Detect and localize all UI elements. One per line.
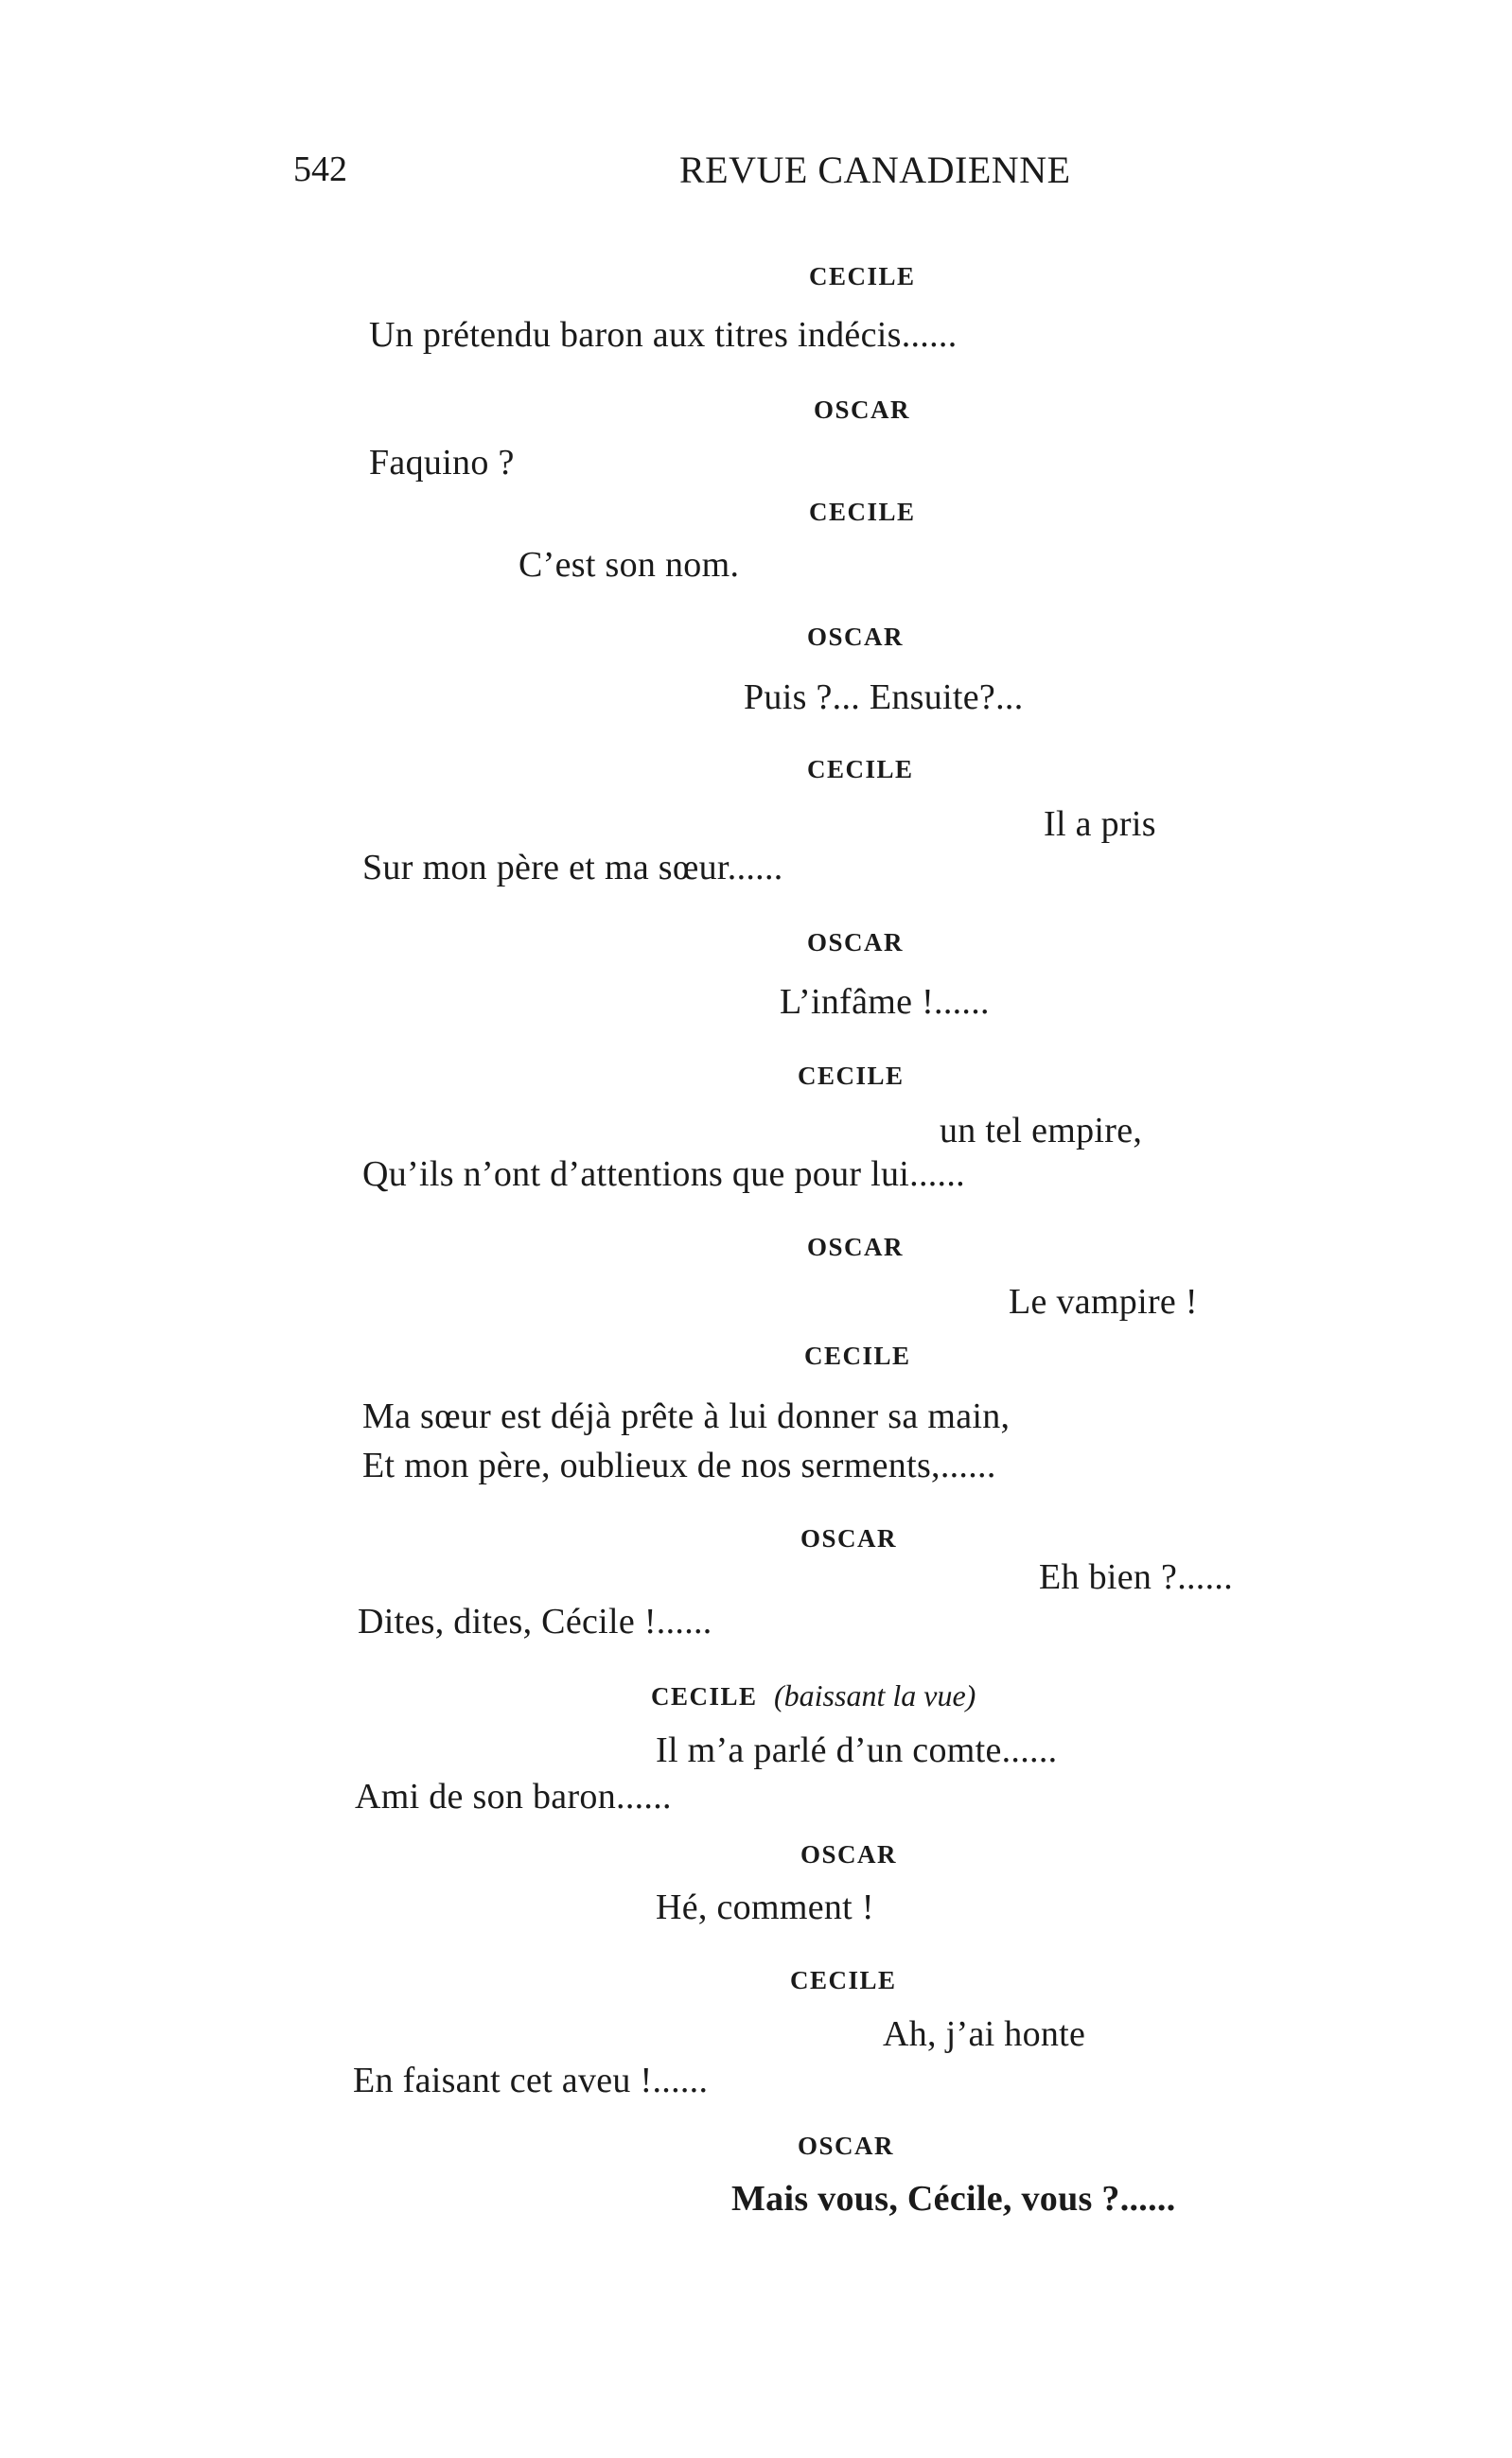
speaker-label: CECILE: [804, 1342, 911, 1370]
speaker-label: OSCAR: [807, 928, 905, 957]
speaker-label: CECILE: [809, 262, 916, 290]
verse-line: Ma sœur est déjà prête à lui donner sa main,: [362, 1396, 1011, 1436]
verse-line: L’infâme !......: [780, 982, 990, 1022]
speaker-label: CECILE: [807, 755, 914, 783]
running-title: REVUE CANADIENNE: [679, 149, 1071, 191]
verse-line: Le vampire !: [1009, 1282, 1198, 1322]
verse-line: Hé, comment !: [656, 1887, 874, 1927]
speaker-label: OSCAR: [807, 623, 905, 651]
verse-line: C’est son nom.: [519, 545, 740, 585]
speaker-label: CECILE: [790, 1966, 897, 1994]
verse-line: Faquino ?: [369, 443, 515, 483]
verse-line: un tel empire,: [940, 1111, 1143, 1150]
verse-line: Puis ?... Ensuite?...: [744, 677, 1024, 717]
speaker-label: OSCAR: [814, 395, 911, 424]
speaker-label: CECILE: [809, 498, 916, 526]
verse-line: Sur mon père et ma sœur......: [362, 848, 783, 887]
verse-line: Dites, dites, Cécile !......: [358, 1602, 712, 1642]
verse-line: Eh bien ?......: [1039, 1557, 1234, 1597]
speaker-label: OSCAR: [800, 1840, 898, 1869]
verse-line: Il a pris: [1044, 804, 1156, 844]
speaker-label: OSCAR: [798, 2132, 895, 2160]
speaker-label: OSCAR: [800, 1524, 898, 1553]
speaker-label: CECILE: [798, 1062, 905, 1090]
speaker-label: OSCAR: [807, 1233, 905, 1261]
verse-line: Ami de son baron......: [355, 1777, 672, 1817]
verse-line: Qu’ils n’ont d’attentions que pour lui......: [362, 1154, 965, 1194]
page-number: 542: [293, 149, 347, 189]
speaker-label: CECILE: [651, 1682, 758, 1711]
stage-direction: (baissant la vue): [774, 1678, 976, 1712]
verse-line: Un prétendu baron aux titres indécis......: [369, 315, 958, 355]
verse-line: Mais vous, Cécile, vous ?......: [731, 2179, 1176, 2219]
verse-line: En faisant cet aveu !......: [353, 2061, 709, 2100]
verse-line: Il m’a parlé d’un comte......: [656, 1730, 1058, 1770]
verse-line: Et mon père, oublieux de nos serments,......: [362, 1446, 996, 1485]
verse-line: Ah, j’ai honte: [883, 2014, 1086, 2054]
